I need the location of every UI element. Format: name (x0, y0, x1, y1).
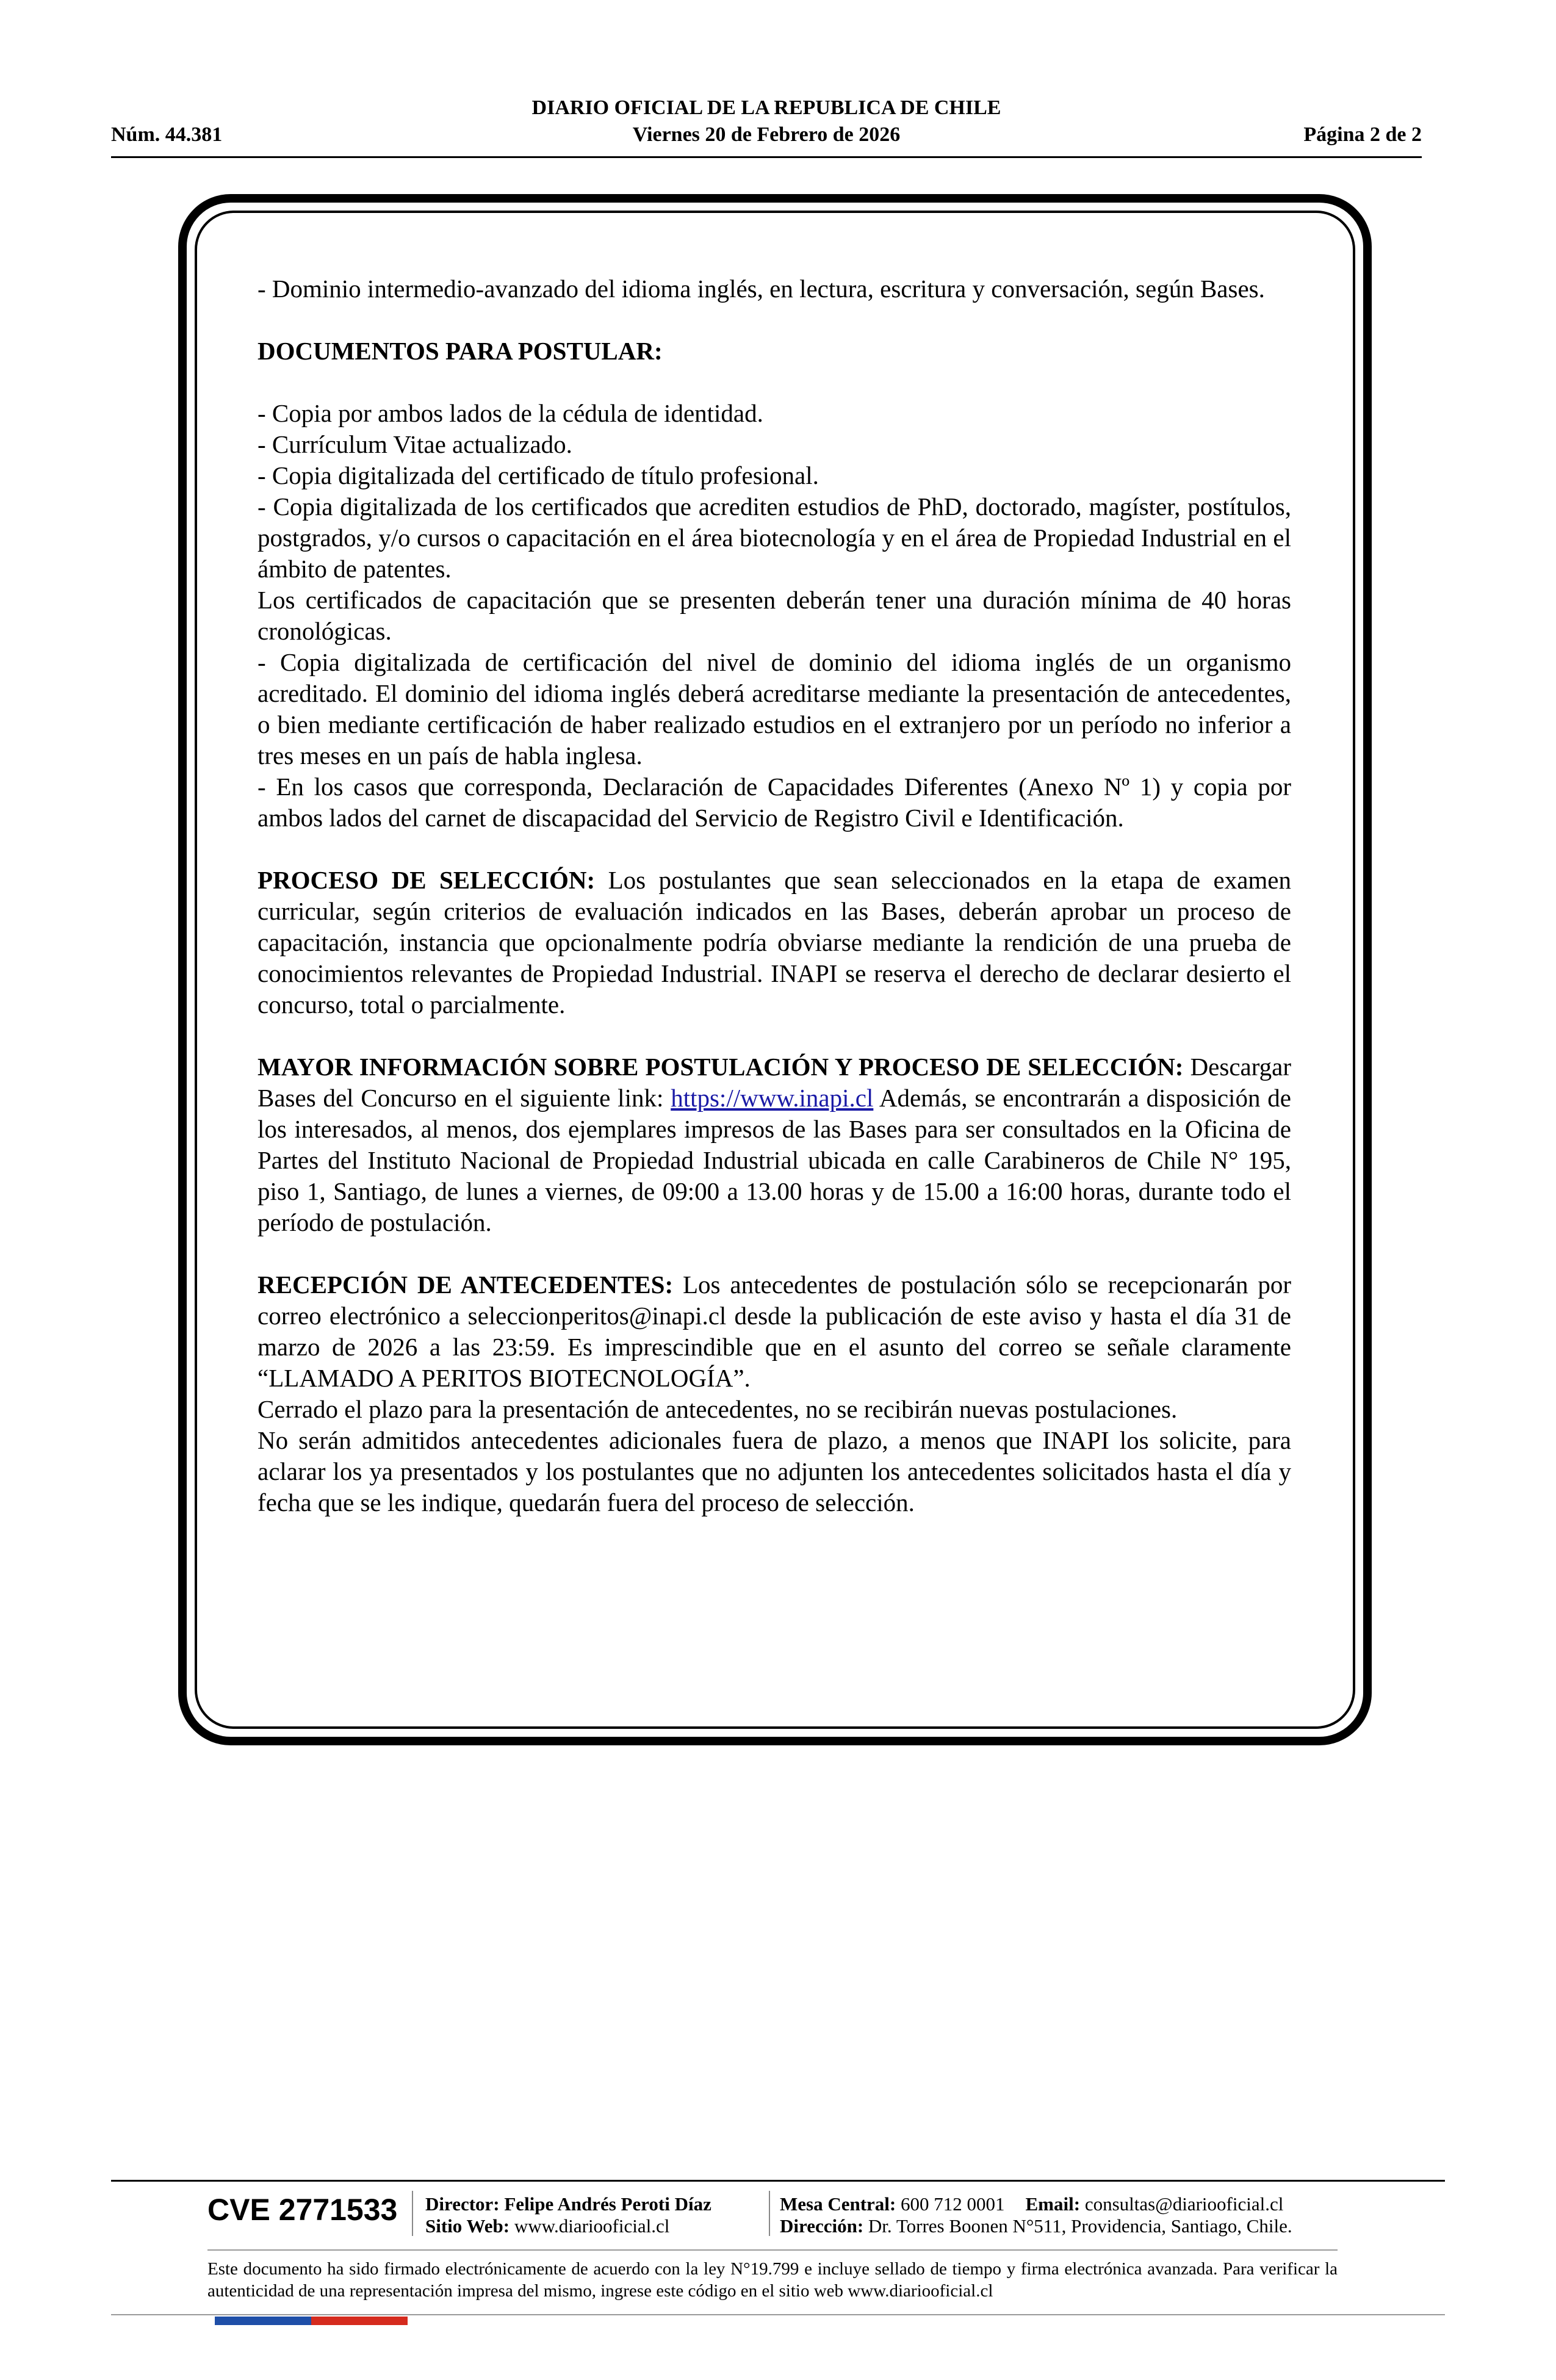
director-label: Director: (425, 2193, 500, 2215)
flag-stripe-blue (215, 2317, 311, 2325)
language-requirement: - Dominio intermedio-avanzado del idioma inglés, en lectura, escritura y conversación, según Bases. (258, 275, 1265, 303)
inapi-link[interactable]: https://www.inapi.cl (671, 1084, 874, 1112)
issue-number: Núm. 44.381 (111, 123, 223, 146)
signature-disclaimer: Este documento ha sido firmado electrónicamente de acuerdo con la ley N°19.799 e incluye sellado de tiempo y firma electrónica avanzada. Para verificar la autenticidad de una representación impresa del mismo, ingrese este código en el sitio web www.diariooficial.cl (207, 2259, 1338, 2301)
email-value[interactable]: consultas@diariooficial.cl (1080, 2193, 1284, 2215)
doc-item: - Currículum Vitae actualizado. (258, 430, 572, 458)
footer-divider-top (111, 2180, 1445, 2182)
address-label: Dirección: (780, 2215, 864, 2237)
reception-paragraph (258, 1269, 1291, 1394)
reception-deadline-note: Cerrado el plazo para la presentación de antecedentes, no se recibirán nuevas postulaciones. (258, 1395, 1178, 1423)
reception-additional-note: No serán admitidos antecedentes adicionales fuera de plazo, a menos que INAPI los solicite, para aclarar los ya presentados y los postulantes que no adjunten los antecedentes solicitados hasta el día y fecha que se les indique, quedarán fuera del proceso de selección. (258, 1426, 1291, 1516)
header-divider (111, 156, 1422, 158)
doc-item: - En los casos que corresponda, Declaración de Capacidades Diferentes (Anexo Nº 1) y copia por ambos lados del carnet de discapacidad del Servicio de Registro Civil e Identificación. (258, 773, 1291, 832)
selection-heading: PROCESO DE SELECCIÓN: (258, 866, 596, 894)
footer-separator (769, 2191, 770, 2236)
page-indicator: Página 2 de 2 (1303, 123, 1422, 146)
notice-body (258, 273, 1291, 1518)
footer-divider-mid (207, 2249, 1338, 2251)
footer-separator (412, 2191, 413, 2236)
issue-date: Viernes 20 de Febrero de 2026 (632, 123, 901, 146)
doc-item: - Copia digitalizada del certificado de título profesional. (258, 461, 819, 489)
reception-heading: RECEPCIÓN DE ANTECEDENTES: (258, 1271, 674, 1299)
doc-item: - Copia digitalizada de certificación del nivel de dominio del idioma inglés de un organismo acreditado. El dominio del idioma inglés deberá acreditarse mediante la presentación de antecedentes, o bien mediante certificación de haber realizado estudios en el extranjero por un período no inferior a tres meses en un país de habla inglesa. (258, 648, 1291, 770)
info-text-continued: Además, se encontrarán a disposición de los interesados, al menos, dos ejemplares impresos de las Bases para ser consultados en la Oficina de Partes del Instituto Nacional de Propiedad Industrial ubicada en calle Carabineros de Chile N° 195, piso 1, Santiago, de lunes a viernes, de 09:00 a 13.00 horas y de 15.00 a 16:00 horas, durante todo el período de postulación. (258, 1084, 1291, 1236)
doc-item: Los certificados de capacitación que se presenten deberán tener una duración mínima de 40 horas cronológicas. (258, 586, 1291, 645)
footer-contact-block (780, 2193, 1292, 2237)
site-label: Sitio Web: (425, 2215, 510, 2237)
director-name: Felipe Andrés Peroti Díaz (499, 2193, 711, 2215)
address-value: Dr. Torres Boonen N°511, Providencia, Santiago, Chile. (863, 2215, 1292, 2237)
newspaper-name: DIARIO OFICIAL DE LA REPUBLICA DE CHILE (531, 96, 1001, 119)
documents-heading: DOCUMENTOS PARA POSTULAR: (258, 337, 663, 365)
page-header (111, 96, 1422, 154)
info-text: Descargar Bases del Concurso en el siguiente link: (258, 1053, 1291, 1112)
doc-item: - Copia digitalizada de los certificados que acrediten estudios de PhD, doctorado, magíster, postítulos, postgrados, y/o cursos o capacitación en el área biotecnología y en el área de Propiedad Industrial en el ámbito de patentes. (258, 492, 1291, 583)
cve-code: CVE 2771533 (207, 2193, 398, 2227)
flag-stripe-red (311, 2317, 408, 2325)
mesa-value: 600 712 0001 (896, 2193, 1005, 2215)
site-value[interactable]: www.diariooficial.cl (510, 2215, 670, 2237)
info-heading: MAYOR INFORMACIÓN SOBRE POSTULACIÓN Y PROCESO DE SELECCIÓN: (258, 1053, 1184, 1081)
header-row (111, 123, 1422, 148)
selection-text: Los postulantes que sean seleccionados en la etapa de examen curricular, según criterios de evaluación indicados en las Bases, deberán aprobar un proceso de capacitación, instancia que opcionalmente podría obviarse mediante la rendición de una prueba de conocimientos relevantes de Propiedad Industrial. INAPI se reserva el derecho de declarar desierto el concurso, total o parcialmente. (258, 866, 1291, 1019)
mesa-label: Mesa Central: (780, 2193, 896, 2215)
email-label: Email: (1025, 2193, 1081, 2215)
footer-director-block (425, 2193, 711, 2237)
selection-paragraph (258, 865, 1291, 1020)
footer-divider-bottom (111, 2314, 1445, 2315)
reception-text: Los antecedentes de postulación sólo se recepcionarán por correo electrónico a seleccionperitos@inapi.cl desde la publicación de este aviso y hasta el día 31 de marzo de 2026 a las 23:59. Es imprescindible que en el asunto del correo se señale claramente “LLAMADO A PERITOS BIOTECNOLOGÍA”. (258, 1271, 1292, 1392)
info-paragraph (258, 1051, 1291, 1238)
doc-item: - Copia por ambos lados de la cédula de identidad. (258, 399, 763, 427)
